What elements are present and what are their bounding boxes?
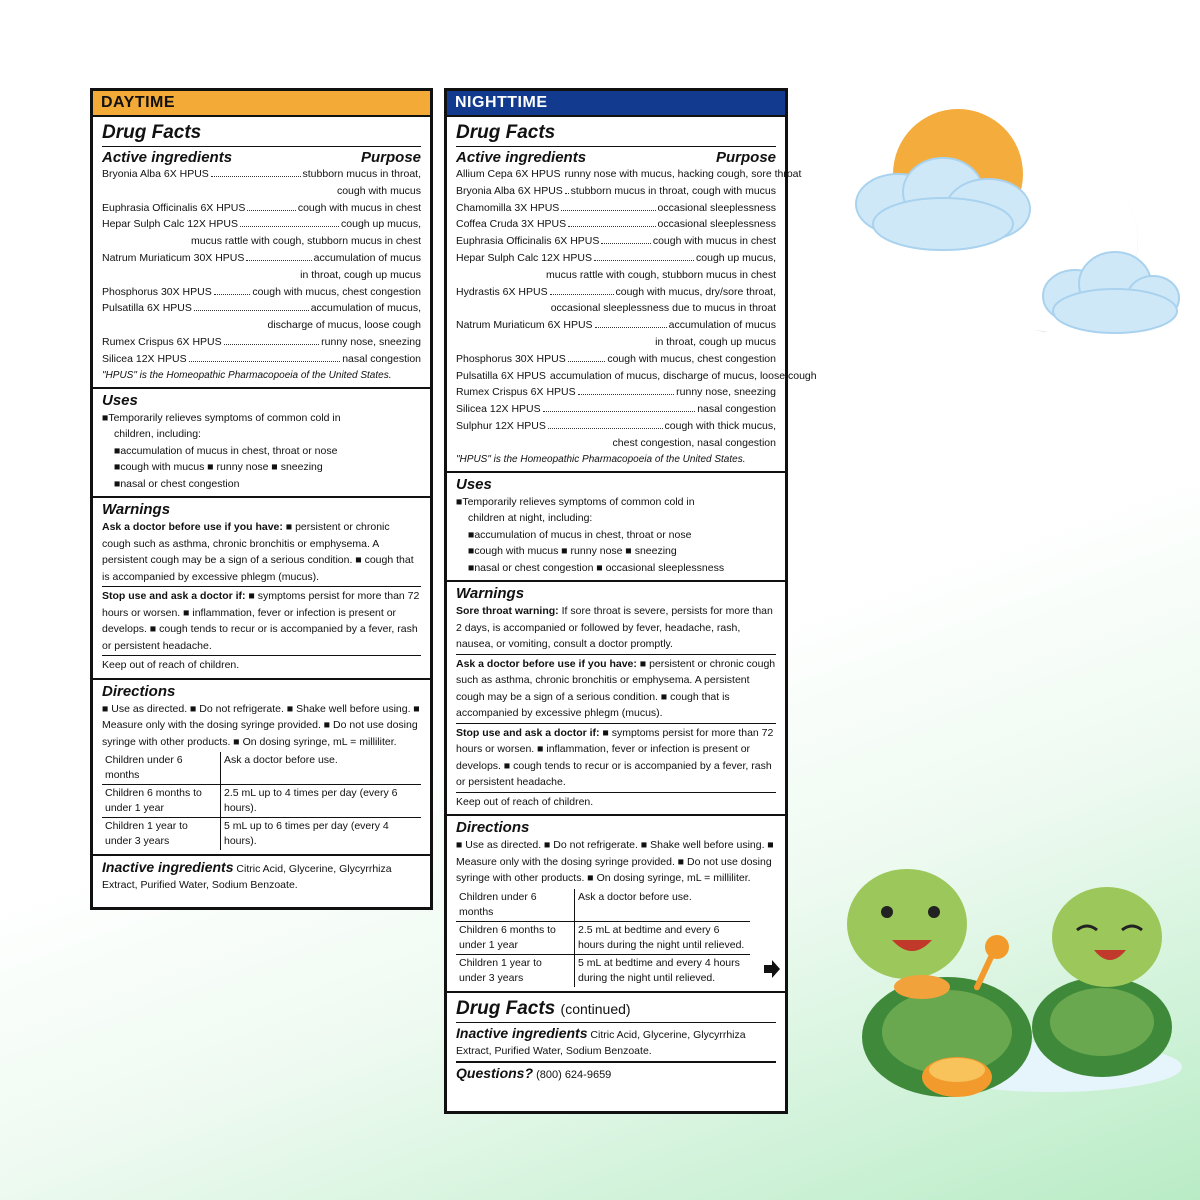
dosing-age: Children under 6 months [456,889,575,922]
ingredient-row [456,317,776,351]
ingredient-name: Chamomilla 3X HPUS [456,201,560,214]
ingredient-row [456,250,776,284]
inactive-text: Citric Acid, Glycerine, Glycyrrhiza Extract, Purified Water, Sodium Benzoate. [456,1028,746,1057]
nighttime-uses [447,473,785,583]
uses-item: ■ cough with mucus ■ runny nose ■ sneezing [456,543,776,560]
dosing-age: Children 1 year to under 3 years [456,954,575,987]
stop-use-text: ■ symptoms persist for more than 72 hours or worsen. ■ inflammation, fever or infection is present or develops. ■ cough tends to recur or is accompanied by a fever, rash or persistent headache. [456,726,774,789]
nighttime-drug-facts-panel [444,88,817,1114]
nighttime-active-ingredients [447,117,817,473]
warnings-title: Warnings [456,585,525,603]
ask-doctor-text: ■ persistent or chronic cough such as asthma, chronic bronchitis or emphysema. A persistent cough may be a sign of a serious condition. ■ cough that is accompanied by excessive phlegm (mucus). [102,521,414,583]
uses-item: ■ nasal or chest congestion ■ occasional sleeplessness [456,560,776,577]
ingredient-row [456,216,776,233]
dosing-dose: 5 mL up to 6 times per day (every 4 hours). [221,818,422,851]
dosing-age: Children 1 year to under 3 years [102,818,221,851]
ingredient-row [456,233,776,250]
inactive-title: Inactive ingredients [102,859,234,876]
ingredient-name: Pulsatilla 6X HPUS [456,369,546,382]
ingredient-purpose: accumulation of mucus [313,251,421,264]
ingredient-row [102,216,421,250]
nighttime-active-heading-row [456,149,776,166]
ingredient-row [456,401,776,418]
continued-drug-facts: Drug Facts [456,997,556,1019]
ingredient-purpose: cough with mucus, chest congestion [607,352,776,365]
daytime-drug-facts-title: Drug Facts [102,122,202,143]
ingredient-purpose-cont: in throat, cough up mucus [300,268,421,281]
uses-title: Uses [456,475,492,493]
daytime-warnings [93,498,430,680]
moon-icon [975,176,1180,346]
ingredient-row [456,200,776,217]
table-row [456,889,750,922]
keep-out-of-reach: Keep out of reach of children. [456,795,594,808]
ingredient-name: Natrum Muriaticum 6X HPUS [456,319,593,332]
stop-use-warning [456,725,776,791]
ingredient-row [102,250,421,284]
uses-item: ■ accumulation of mucus in chest, throat or nose [102,443,421,460]
ingredient-purpose: occasional sleeplessness [657,218,776,231]
warnings-title: Warnings [102,501,171,519]
ingredient-row [102,284,421,301]
ingredient-name: Silicea 12X HPUS [456,403,541,416]
daytime-inactive-ingredients [93,856,430,897]
daytime-directions [93,680,430,857]
continued-label: (continued) [560,1000,631,1017]
ingredient-name: Phosphorus 30X HPUS [456,352,566,365]
ingredient-purpose: accumulation of mucus, discharge of mucus, loose cough [549,369,817,382]
ingredient-purpose-cont: cough with mucus [336,184,421,197]
sore-throat-text: If sore throat is severe, persists for more than 2 days, is accompanied or followed by fever, headache, rash, nausea, or vomiting, consult a doctor promptly. [456,605,773,651]
purpose-heading: Purpose [360,149,421,166]
active-ingredients-heading: Active ingredients [456,149,587,166]
nighttime-continued [447,993,785,1085]
uses-title: Uses [102,391,138,409]
daytime-header: DAYTIME [93,91,430,117]
ingredient-row [456,418,776,452]
ingredient-row [102,351,421,368]
ingredient-purpose: nasal congestion [342,352,421,365]
ingredient-name: Pulsatilla 6X HPUS [102,302,192,315]
arrow-right-icon [764,960,780,978]
ingredient-purpose: occasional sleeplessness [657,201,776,214]
ingredient-name: Hepar Sulph Calc 12X HPUS [102,218,238,231]
nighttime-directions [447,816,785,993]
stop-use-text: ■ symptoms persist for more than 72 hours or worsen. ■ inflammation, fever or infection is present or develops. ■ cough tends to recur or is accompanied by a fever, rash or persistent headache. [102,590,420,652]
questions-line [456,1065,776,1081]
continued-title [456,998,776,1020]
daytime-uses [93,389,430,499]
ingredient-row [102,166,421,200]
dosing-dose: 5 mL at bedtime and every 4 hours during the night until relieved. [575,954,751,987]
ingredient-row [102,334,421,351]
ingredient-purpose-cont: occasional sleeplessness due to mucus in throat [550,302,776,315]
ingredient-name: Rumex Crispus 6X HPUS [456,386,576,399]
directions-text: ■ Use as directed. ■ Do not refrigerate. ■ Shake well before using. ■ Measure only with the dosing syringe provided. ■ Do not use dosing syringe with other products. ■ On dosing syringe, mL = milliliter. [102,702,420,748]
daytime-active-ingredients [93,117,430,389]
active-ingredients-heading: Active ingredients [102,149,233,166]
inactive-text: Citric Acid, Glycerine, Glycyrrhiza Extract, Purified Water, Sodium Benzoate. [102,863,392,892]
ingredient-name: Bryonia Alba 6X HPUS [456,184,563,197]
stop-use-warning [102,588,421,654]
ingredient-name: Phosphorus 30X HPUS [102,285,212,298]
hpus-note: "HPUS" is the Homeopathic Pharmacopoeia of the United States. [456,453,746,465]
ingredient-row [456,368,817,385]
ingredient-row [456,166,802,183]
ingredient-purpose: accumulation of mucus [668,319,776,332]
ingredient-purpose: cough up mucus, [341,218,421,231]
table-row [456,954,750,987]
daytime-active-heading-row [102,149,421,166]
ingredient-name: Bryonia Alba 6X HPUS [102,168,209,180]
table-row [456,921,750,954]
dosing-dose: Ask a doctor before use. [578,890,692,903]
ingredient-purpose: cough with mucus in chest [652,235,776,248]
ingredient-name: Euphrasia Officinalis 6X HPUS [456,235,600,248]
uses-item: ■ accumulation of mucus in chest, throat or nose [456,527,776,544]
ingredient-name: Hydrastis 6X HPUS [456,285,548,298]
nighttime-dosing-table [456,889,750,987]
uses-intro: ■ Temporarily relieves symptoms of common cold in [456,494,776,511]
keep-out-of-reach: Keep out of reach of children. [102,659,240,672]
table-row [102,818,421,851]
daytime-drug-facts-panel [90,88,433,910]
ingredient-purpose-cont: in throat, cough up mucus [655,335,776,348]
ingredient-purpose: cough with thick mucus, [664,419,776,432]
dosing-age: Children under 6 months [102,752,221,785]
uses-item: ■ cough with mucus ■ runny nose ■ sneezing [102,459,421,476]
ingredient-purpose: runny nose with mucus, hacking cough, sore throat [564,168,802,180]
ask-doctor-text: ■ persistent or chronic cough such as asthma, chronic bronchitis or emphysema. A persistent cough may be a sign of a serious condition. ■ cough that is accompanied by excessive phlegm (mucus). [456,657,776,720]
ask-doctor-warning [456,656,776,722]
nighttime-inactive-ingredients [456,1025,776,1059]
ingredient-purpose-cont: mucus rattle with cough, stubborn mucus in chest [546,268,776,281]
ingredient-name: Silicea 12X HPUS [102,352,187,365]
table-row [102,785,421,818]
ingredient-row [456,384,776,401]
cloud-icon [1043,252,1179,333]
ask-doctor-label: Ask a doctor before use if you have: [456,657,637,670]
ingredient-purpose: runny nose, sneezing [321,335,421,348]
ingredient-purpose: accumulation of mucus, [310,302,421,315]
ingredient-purpose: cough with mucus, chest congestion [252,285,421,298]
ingredient-name: Allium Cepa 6X HPUS [456,168,561,180]
ingredient-purpose-cont: discharge of mucus, loose cough [267,319,421,332]
purpose-heading: Purpose [715,149,776,166]
ingredient-purpose-cont: mucus rattle with cough, stubborn mucus in chest [191,235,421,248]
stop-use-label: Stop use and ask a doctor if: [102,590,246,603]
daytime-dosing-table [102,752,421,850]
directions-title: Directions [456,819,530,837]
dosing-dose: Ask a doctor before use. [224,754,338,767]
ingredient-name: Euphrasia Officinalis 6X HPUS [102,201,246,214]
dosing-dose: 2.5 mL at bedtime and every 6 hours during the night until relieved. [575,921,751,954]
daytime-ingredient-list [102,166,421,368]
stop-use-label: Stop use and ask a doctor if: [456,726,600,739]
ingredient-purpose: cough up mucus, [696,251,776,264]
uses-intro-cont: children at night, including: [468,512,593,525]
nighttime-ingredient-list [456,166,817,452]
hpus-note: "HPUS" is the Homeopathic Pharmacopoeia of the United States. [102,369,392,381]
ingredient-name: Sulphur 12X HPUS [456,419,546,432]
ask-doctor-label: Ask a doctor before use if you have: [102,521,283,534]
uses-intro-cont: children, including: [114,428,201,441]
ingredient-row [102,200,421,217]
inactive-title: Inactive ingredients [456,1024,588,1041]
dosing-age: Children 6 months to under 1 year [456,921,575,954]
ingredient-row [456,351,776,368]
sore-throat-label: Sore throat warning: [456,605,559,618]
ingredient-purpose: cough with mucus, dry/sore throat, [615,285,776,298]
directions-title: Directions [102,682,176,700]
dosing-dose: 2.5 mL up to 4 times per day (every 6 hours). [221,785,422,818]
ingredient-row [456,284,776,318]
ask-doctor-warning [102,519,421,585]
ingredient-name: Coffea Cruda 3X HPUS [456,218,567,231]
nighttime-header: NIGHTTIME [447,91,785,117]
ingredient-purpose: stubborn mucus in throat, cough with mucus [570,184,776,197]
ingredient-purpose: stubborn mucus in throat, [302,168,421,180]
ingredient-name: Hepar Sulph Calc 12X HPUS [456,251,592,264]
questions-phone: (800) 624-9659 [536,1068,612,1081]
nighttime-drug-facts-title: Drug Facts [456,122,556,143]
uses-intro: ■ Temporarily relieves symptoms of common cold in [102,410,421,427]
uses-item: ■ nasal or chest congestion [102,476,421,493]
nighttime-warnings [447,582,785,816]
dosing-age: Children 6 months to under 1 year [102,785,221,818]
ingredient-purpose: nasal congestion [697,403,776,416]
sore-throat-warning [456,603,776,653]
ingredient-purpose-cont: chest congestion, nasal congestion [612,436,776,449]
ingredient-purpose: cough with mucus in chest [297,201,421,214]
ingredient-purpose: runny nose, sneezing [676,386,776,399]
turtle-illustration [822,852,1192,1102]
ingredient-name: Rumex Crispus 6X HPUS [102,335,222,348]
questions-title: Questions? [456,1064,534,1081]
table-row [102,752,421,785]
ingredient-row [102,300,421,334]
ingredient-row [456,183,776,200]
directions-text: ■ Use as directed. ■ Do not refrigerate. ■ Shake well before using. ■ Measure only with the dosing syringe provided. ■ Do not use dosing syringe with other products. ■ On dosing syringe, mL = milliliter. [456,839,774,885]
ingredient-name: Natrum Muriaticum 30X HPUS [102,251,245,264]
